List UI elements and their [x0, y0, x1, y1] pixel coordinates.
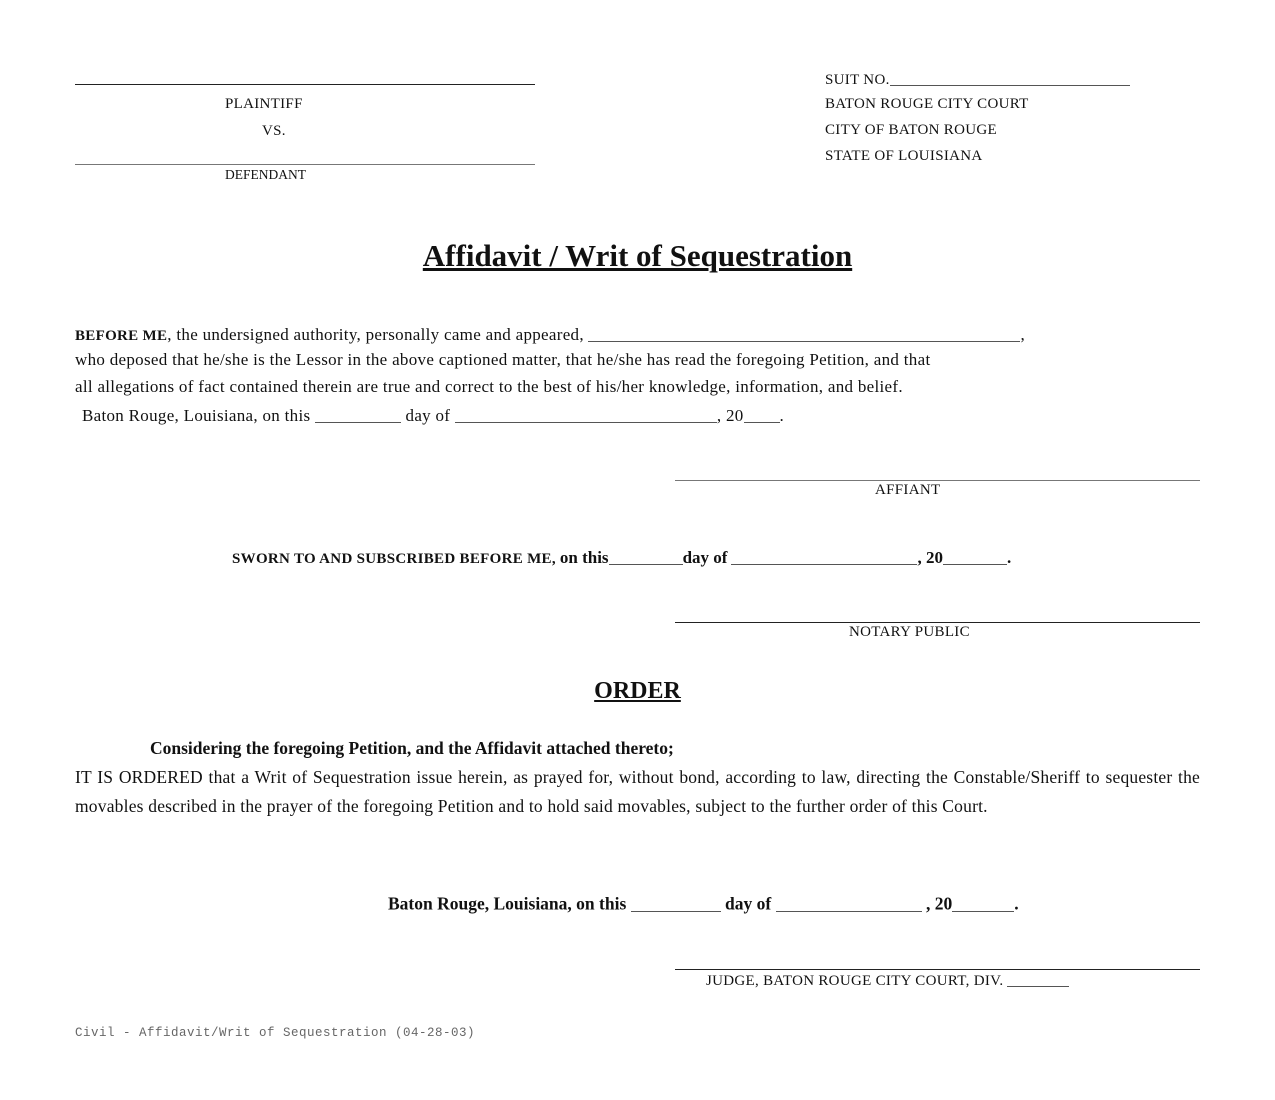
order-date-prefix: Baton Rouge, Louisiana, on this: [388, 893, 627, 914]
form-footer: Civil - Affidavit/Writ of Sequestration (04-28-03): [75, 1026, 476, 1040]
order-year-blank: [952, 893, 1014, 912]
suit-no-label: SUIT NO.: [825, 72, 890, 88]
page-title: Affidavit / Writ of Sequestration: [422, 238, 853, 273]
period: .: [1014, 893, 1019, 914]
year-blank: [744, 405, 780, 423]
order-month-blank: [776, 893, 922, 912]
order-day-blank: [631, 893, 721, 912]
affidavit-date-line: [82, 405, 784, 426]
court-name: BATON ROUGE CITY COURT: [825, 96, 1029, 112]
order-considering: Considering the foregoing Petition, and the Affidavit attached thereto;: [150, 738, 674, 758]
sworn-month-blank: [731, 548, 917, 565]
comma: ,: [1020, 325, 1026, 344]
affidavit-line-1: [75, 324, 1025, 345]
day-of-label: day of: [405, 406, 451, 425]
sworn-line: [232, 548, 1011, 568]
notary-signature-line: [675, 622, 1200, 623]
year-prefix: , 20: [716, 406, 744, 425]
suit-no-blank: [890, 70, 1130, 86]
notary-label: NOTARY PUBLIC: [849, 624, 970, 640]
defendant-label: DEFENDANT: [225, 167, 306, 182]
order-date-line: [388, 893, 1019, 915]
day-blank: [315, 405, 401, 423]
appearer-name-blank: [588, 324, 1020, 342]
judge-label-text: JUDGE, BATON ROUGE CITY COURT, DIV.: [706, 973, 1004, 989]
affidavit-line-2: who deposed that he/she is the Lessor in the above captioned matter, that he/she has read the foregoing Petition, and that: [75, 350, 931, 369]
sworn-prefix: SWORN TO AND SUBSCRIBED BEFORE ME,: [232, 551, 556, 567]
affiant-signature-line: [675, 480, 1200, 481]
defendant-line: [75, 164, 535, 165]
date-prefix: Baton Rouge, Louisiana, on this: [82, 406, 311, 425]
before-me-label: BEFORE ME: [75, 328, 168, 344]
state-name: STATE OF LOUISIANA: [825, 148, 983, 164]
on-this-label: on this: [559, 548, 609, 567]
order-heading: ORDER: [594, 678, 681, 704]
judge-label: [706, 971, 1069, 990]
affidavit-line-3: all allegations of fact contained therein are true and correct to the best of his/her knowledge, information, and belief.: [75, 377, 903, 396]
sworn-day-blank: [609, 548, 683, 565]
sworn-year-prefix: , 20: [917, 548, 943, 567]
order-year-prefix: , 20: [925, 893, 953, 914]
affiant-label: AFFIANT: [875, 482, 941, 498]
judge-signature-line: [675, 969, 1200, 970]
suit-no: [825, 70, 1130, 89]
order-day-of: day of: [725, 893, 772, 914]
affidavit-intro: , the undersigned authority, personally came and appeared,: [167, 325, 584, 344]
plaintiff-label: PLAINTIFF: [225, 96, 303, 112]
sworn-day-of: day of: [682, 548, 728, 567]
month-blank: [455, 405, 717, 423]
sworn-year-blank: [943, 548, 1007, 565]
division-blank: [1007, 971, 1069, 987]
vs-label: VS.: [262, 123, 286, 139]
order-body: IT IS ORDERED that a Writ of Sequestration issue herein, as prayed for, without bond, according to law, directing the Constable/Sheriff to sequester the movables described in the prayer of the foregoing Petition and to hold said movables, subject to the further order of this Court.: [75, 767, 1200, 816]
plaintiff-line: [75, 84, 535, 85]
period: .: [1006, 548, 1012, 567]
city-name: CITY OF BATON ROUGE: [825, 122, 997, 138]
period: .: [779, 406, 785, 425]
